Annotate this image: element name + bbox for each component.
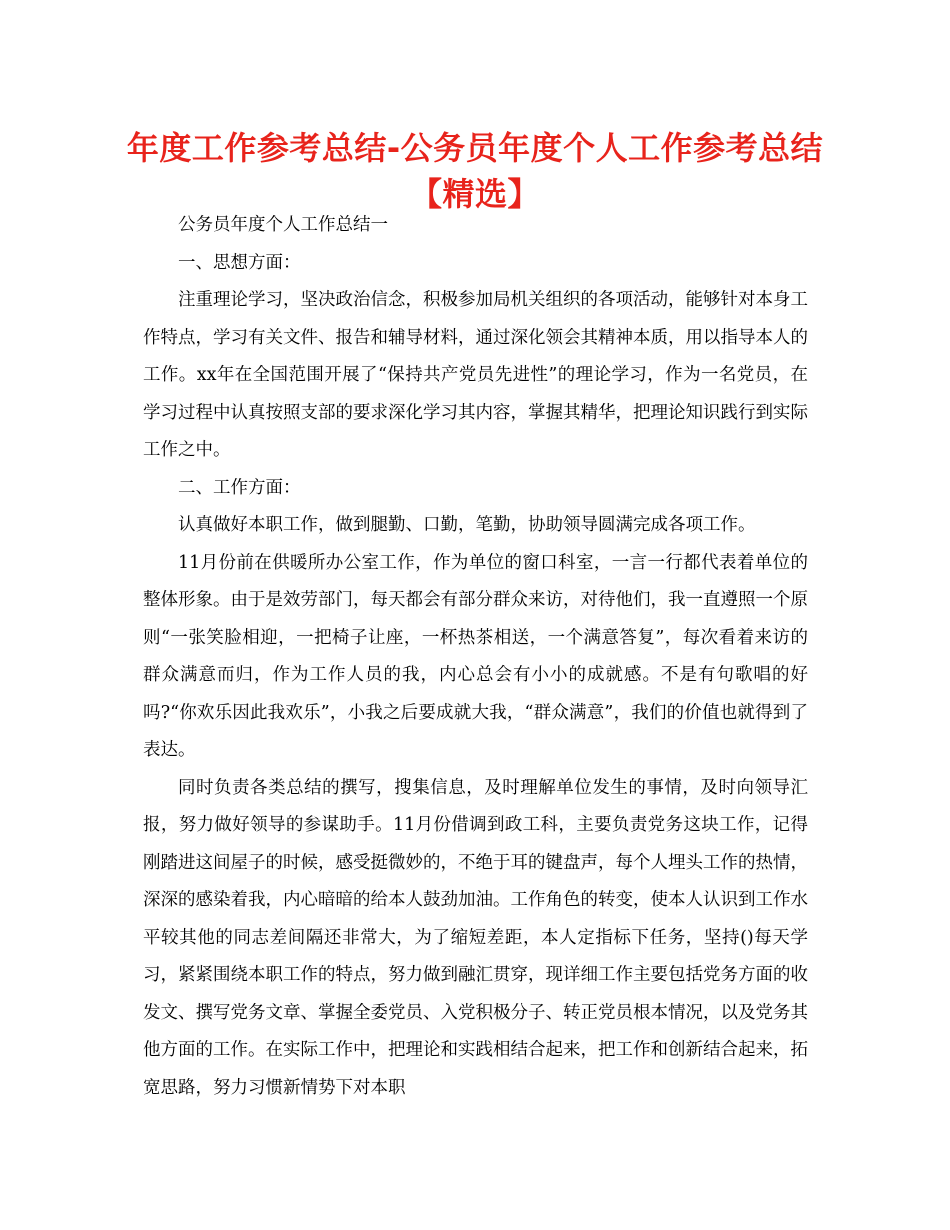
document-title-line1: 年度工作参考总结-公务员年度个人工作参考总结: [126, 129, 824, 167]
document-title-line2: 【精选】: [409, 175, 540, 213]
section-subtitle: 公务员年度个人工作总结一: [178, 215, 388, 235]
paragraph: 认真做好本职工作，做到腿勤、口勤，笔勤，协助领导圆满完成各项工作。: [178, 515, 756, 535]
paragraph: 11月份前在供暖所办公室工作，作为单位的窗口科室，一言一行都代表着单位的整体形象。由于是效劳部门，每天都会有部分群众来访，对待他们，我一直遵照一个原则“一张笑脸相迎，一把椅子让座，一杯热茶相送，一个满意答复”，每次看着来访的群众满意而归，作为工作人员的我，内心总会有小小的成就感。不是有句歌唱的好吗?“你欢乐因此我欢乐”，小我之后要成就大我，“群众满意”，我们的价值也就得到了表达。: [143, 552, 808, 760]
section-heading-work: 二、工作方面：: [178, 477, 301, 498]
document-body: [143, 207, 808, 1107]
paragraph: 注重理论学习，坚决政治信念，积极参加局机关组织的各项活动，能够针对本身工作特点，学习有关文件、报告和辅导材料，通过深化领会其精神本质，用以指导本人的工作。xx年在全国范围开展了“保持共产党员先进性”的理论学习，作为一名党员，在学习过程中认真按照支部的要求深化学习其内容，掌握其精华，把理论知识践行到实际工作之中。: [143, 290, 808, 460]
paragraph: 同时负责各类总结的撰写，搜集信息，及时理解单位发生的事情，及时向领导汇报，努力做好领导的参谋助手。11月份借调到政工科，主要负责党务这块工作，记得刚踏进这间屋子的时候，感受挺微妙的，不绝于耳的键盘声，每个人埋头工作的热情，深深的感染着我，内心暗暗的给本人鼓劲加油。工作角色的转变，使本人认识到工作水平较其他的同志差间隔还非常大，为了缩短差距，本人定指标下任务，坚持()每天学习，紧紧围绕本职工作的特点，努力做到融汇贯穿，现详细工作主要包括党务方面的收发文、撰写党务文章、掌握全委党员、入党积极分子、转正党员根本情况，以及党务其他方面的工作。在实际工作中，把理论和实践相结合起来，把工作和创新结合起来，拓宽思路，努力习惯新情势下对本职: [143, 777, 808, 1098]
section-heading-thought: 一、思想方面：: [178, 252, 301, 273]
